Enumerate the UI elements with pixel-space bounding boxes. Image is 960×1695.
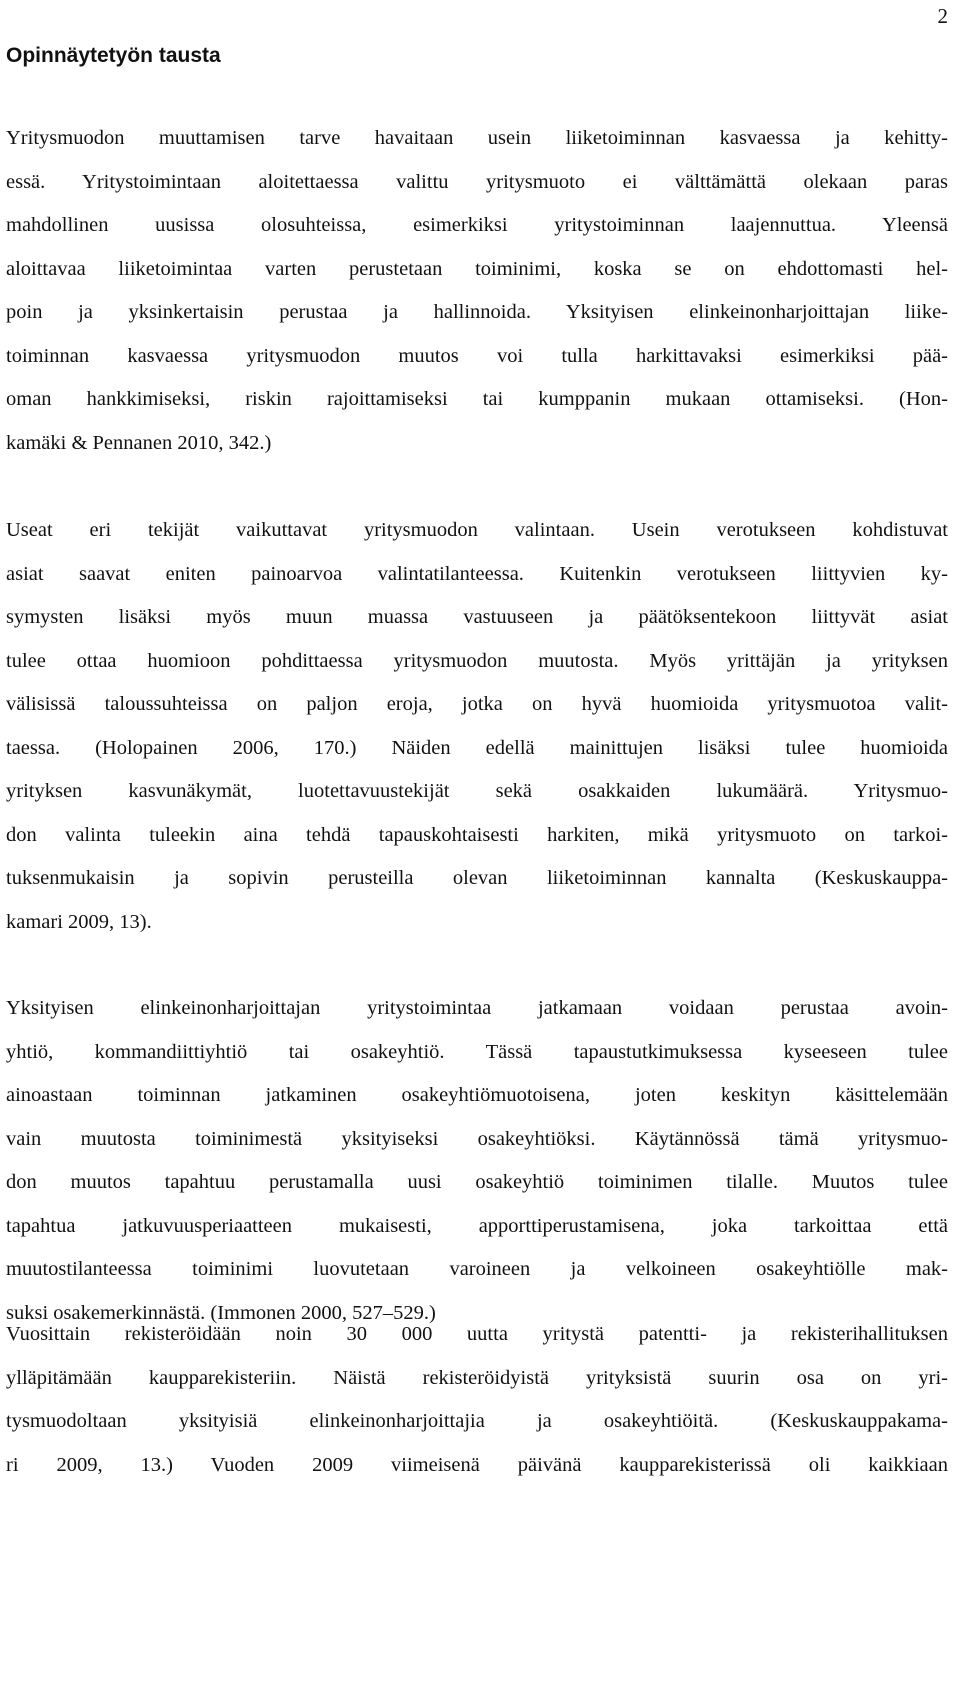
text-line: poin ja yksinkertaisin perustaa ja hallinnoida. Yksityisen elinkeinonharjoittajan liike- <box>6 301 948 323</box>
text-line: tuksenmukaisin ja sopivin perusteilla olevan liiketoiminnan kannalta (Keskuskauppa- <box>6 867 948 889</box>
section-heading: Opinnäytetyön tausta <box>6 44 221 67</box>
text-line: mahdollinen uusissa olosuhteissa, esimerkiksi yritystoiminnan laajennuttua. Yleensä <box>6 214 948 236</box>
text-line: Vuosittain rekisteröidään noin 30 000 uutta yritystä patentti- ja rekisterihallituksen <box>6 1323 948 1345</box>
text-line: välisissä taloussuhteissa on paljon eroja, jotka on hyvä huomioida yritysmuotoa valit- <box>6 693 948 715</box>
paragraph-3 <box>6 987 948 1335</box>
text-line: ainoastaan toiminnan jatkaminen osakeyhtiömuotoisena, joten keskityn käsittelemään <box>6 1084 948 1106</box>
text-line: Yritysmuodon muuttamisen tarve havaitaan usein liiketoiminnan kasvaessa ja kehitty- <box>6 127 948 149</box>
text-line: taessa. (Holopainen 2006, 170.) Näiden edellä mainittujen lisäksi tulee huomioida <box>6 736 948 759</box>
paragraph-1 <box>6 117 948 465</box>
text-line: asiat saavat eniten painoarvoa valintatilanteessa. Kuitenkin verotukseen liittyvien ky- <box>6 562 948 585</box>
text-line: don valinta tuleekin aina tehdä tapauskohtaisesti harkiten, mikä yritysmuoto on tarkoi- <box>6 823 948 846</box>
text-line: tulee ottaa huomioon pohdittaessa yritysmuodon muutosta. Myös yrittäjän ja yrityksen <box>6 649 948 672</box>
text-line: ylläpitämään kaupparekisteriin. Näistä rekisteröidyistä yrityksistä suurin osa on yri- <box>6 1366 948 1389</box>
text-line: essä. Yritystoimintaan aloitettaessa valittu yritysmuoto ei välttämättä olekaan paras <box>6 170 948 193</box>
text-line: don muutos tapahtuu perustamalla uusi osakeyhtiö toiminimen tilalle. Muutos tulee <box>6 1171 948 1193</box>
text-line: vain muutosta toiminimestä yksityiseksi osakeyhtiöksi. Käytännössä tämä yritysmuo- <box>6 1127 948 1150</box>
text-line: ri 2009, 13.) Vuoden 2009 viimeisenä päivänä kaupparekisterissä oli kaikkiaan <box>6 1453 948 1476</box>
paragraph-2 <box>6 509 948 944</box>
text-line: yrityksen kasvunäkymät, luotettavuustekijät sekä osakkaiden lukumäärä. Yritysmuo- <box>6 780 948 802</box>
text-line: kamari 2009, 13). <box>6 910 152 933</box>
text-line: tapahtua jatkuvuusperiaatteen mukaisesti, apporttiperustamisena, joka tarkoittaa että <box>6 1214 948 1237</box>
paragraph-4 <box>6 1313 948 1487</box>
text-line: symysten lisäksi myös muun muassa vastuuseen ja päätöksentekoon liittyvät asiat <box>6 606 948 628</box>
text-line: yhtiö, kommandiittiyhtiö tai osakeyhtiö. Tässä tapaustutkimuksessa kyseeseen tulee <box>6 1040 948 1063</box>
text-line: toiminnan kasvaessa yritysmuodon muutos voi tulla harkittavaksi esimerkiksi pää- <box>6 344 948 367</box>
text-line: kamäki & Pennanen 2010, 342.) <box>6 431 272 454</box>
text-line: muutostilanteessa toiminimi luovutetaan varoineen ja velkoineen osakeyhtiölle mak- <box>6 1258 948 1280</box>
text-line: oman hankkimiseksi, riskin rajoittamiseksi tai kumppanin mukaan ottamiseksi. (Hon- <box>6 388 948 410</box>
text-line: suksi osakemerkinnästä. (Immonen 2000, 527–529.) <box>6 1301 436 1324</box>
text-line: tysmuodoltaan yksityisiä elinkeinonharjoittajia ja osakeyhtiöitä. (Keskuskauppakama- <box>6 1410 948 1432</box>
text-line: Useat eri tekijät vaikuttavat yritysmuodon valintaan. Usein verotukseen kohdistuvat <box>6 519 948 541</box>
text-line: Yksityisen elinkeinonharjoittajan yritystoimintaa jatkamaan voidaan perustaa avoin- <box>6 997 948 1019</box>
page-number: 2 <box>937 4 948 28</box>
text-line: aloittavaa liiketoimintaa varten perustetaan toiminimi, koska se on ehdottomasti hel- <box>6 257 948 280</box>
